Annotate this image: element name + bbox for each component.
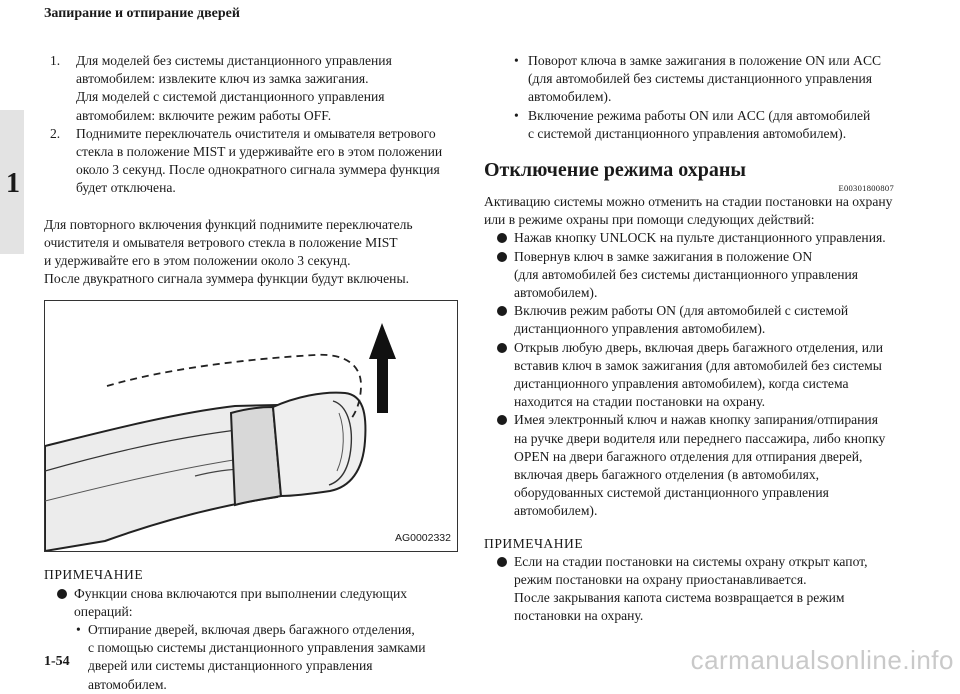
subitem-mark: •	[514, 53, 519, 68]
step-line: Для моделей с системой дистанционного управления	[76, 89, 385, 105]
bullet-item	[484, 302, 894, 338]
step-number: 2.	[50, 125, 61, 141]
paragraph-line: очистителя и омывателя ветрового стекла в положение MIST	[44, 234, 398, 250]
paragraph-line: и удерживайте его в этом положении около 3 секунд.	[44, 253, 351, 269]
note-line: режим постановки на охрану приостанавливается.	[514, 572, 807, 588]
bullet-line: OPEN на двери багажного отделения для отпирания дверей,	[514, 448, 863, 464]
step-2	[44, 125, 456, 198]
bullet-dot-icon	[497, 343, 507, 353]
paragraph-line: Для повторного включения функций поднимите переключатель	[44, 216, 413, 232]
bullet-line: дистанционного управления автомобилем).	[514, 321, 766, 337]
note-line: постановки на охрану.	[514, 608, 644, 624]
right-column	[484, 52, 894, 626]
note-bullet	[44, 585, 456, 621]
bullet-line: дистанционного управления автомобилем), когда система	[514, 376, 849, 392]
bullet-line: находится на стадии постановки на охрану.	[514, 394, 765, 410]
subitem-line: автомобилем).	[528, 89, 612, 105]
bullet-line: (для автомобилей без системы дистанционного управления	[514, 266, 859, 282]
wiper-lever-illustration	[44, 300, 458, 552]
bullet-line: Функции снова включаются при выполнении следующих	[74, 585, 408, 601]
step-line: автомобилем: извлеките ключ из замка зажигания.	[76, 71, 369, 87]
step-line: Для моделей без системы дистанционного управления	[76, 53, 392, 68]
bullet-dot-icon	[497, 306, 507, 316]
bullet-item	[484, 339, 894, 412]
subitem-line: Отпирание дверей, включая дверь багажного отделения,	[88, 622, 415, 638]
lever-drawing	[45, 301, 457, 551]
reenable-paragraph	[44, 216, 456, 289]
paragraph-line: После двукратного сигнала зуммера функции будут включены.	[44, 271, 409, 287]
note-label: ПРИМЕЧАНИЕ	[44, 567, 144, 583]
subitem-line: автомобилем.	[88, 676, 167, 692]
subitem-line: Включение режима работы ON или ACC (для автомобилей	[528, 107, 871, 123]
note-label: ПРИМЕЧАНИЕ	[484, 535, 584, 551]
section-title: Отключение режима охраны	[484, 159, 747, 182]
bullet-line: на ручке двери водителя или переднего пассажира, либо кнопку	[514, 430, 886, 446]
steps-list	[44, 52, 456, 198]
bullet-dot-icon	[497, 252, 507, 262]
subitem-line: дверей или системы дистанционного управления	[88, 658, 373, 674]
step-line: стекла в положение MIST и удерживайте его в этом положении	[76, 144, 443, 160]
bullet-line: Нажав кнопку UNLOCK на пульте дистанционного управления.	[514, 230, 886, 246]
bullet-dot-icon	[497, 233, 507, 243]
page-number: 1-54	[44, 654, 70, 669]
bullet-line: Включив режим работы ON (для автомобилей с системой	[514, 303, 849, 319]
subitem-line: (для автомобилей без системы дистанционного управления	[528, 71, 873, 87]
bullet-item	[484, 248, 894, 303]
bullet-item	[484, 411, 894, 520]
intro-paragraph	[484, 193, 894, 229]
bullet-item	[484, 229, 894, 247]
note-subitem	[44, 621, 456, 694]
section-header: Запирание и отпирание дверей	[44, 6, 240, 21]
step-number: 1.	[50, 53, 61, 68]
step-line: автомобилем: включите режим работы OFF.	[76, 107, 332, 123]
continued-subitem	[484, 52, 894, 107]
subitem-mark: •	[76, 622, 81, 638]
bullet-dot-icon	[57, 589, 67, 599]
bullet-line: автомобилем).	[514, 503, 598, 519]
note-bullet	[484, 553, 894, 626]
note-line: После закрывания капота система возвращается в режим	[514, 590, 845, 606]
subitem-line: с системой дистанционного управления автомобилем).	[528, 125, 847, 141]
bullet-dot-icon	[497, 557, 507, 567]
step-line: около 3 секунд. После однократного сигнала зуммера функция	[76, 162, 440, 178]
subitem-mark: •	[514, 107, 519, 123]
subitem-line: Поворот ключа в замке зажигания в положение ON или ACC	[528, 53, 882, 68]
continued-subitem	[484, 107, 894, 143]
bullet-line: оборудованных системой дистанционного управления	[514, 485, 829, 501]
bullet-line: вставив ключ в замок зажигания (для автомобилей без системы	[514, 357, 882, 373]
bullet-line: Имея электронный ключ и нажав кнопку запирания/отпирания	[514, 412, 878, 428]
bullet-line: автомобилем).	[514, 285, 598, 301]
watermark-text: carmanualsonline.info	[690, 645, 954, 675]
intro-line: Активацию системы можно отменить на стадии постановки на охрану	[484, 194, 893, 210]
subitem-line: с помощью системы дистанционного управления замками	[88, 640, 426, 656]
note-line: Если на стадии постановки на системы охрану открыт капот,	[514, 553, 868, 569]
chapter-number: 1	[6, 168, 20, 199]
bullet-line: Повернув ключ в замке зажигания в положение ON	[514, 248, 813, 264]
step-1	[44, 52, 456, 125]
bullet-dot-icon	[497, 415, 507, 425]
figure-code: AG0002332	[394, 532, 451, 545]
intro-line: или в режиме охраны при помощи следующих действий:	[484, 212, 815, 228]
bullet-line: Открыв любую дверь, включая дверь багажного отделения, или	[514, 339, 884, 355]
left-column	[44, 52, 456, 694]
section-code: E00301800807	[838, 183, 894, 194]
bullet-line: включая дверь багажного отделения (в автомобилях,	[514, 467, 820, 483]
step-line: Поднимите переключатель очистителя и омывателя ветрового	[76, 125, 436, 141]
step-line: будет отключена.	[76, 180, 176, 196]
bullet-line: операций:	[74, 603, 133, 619]
